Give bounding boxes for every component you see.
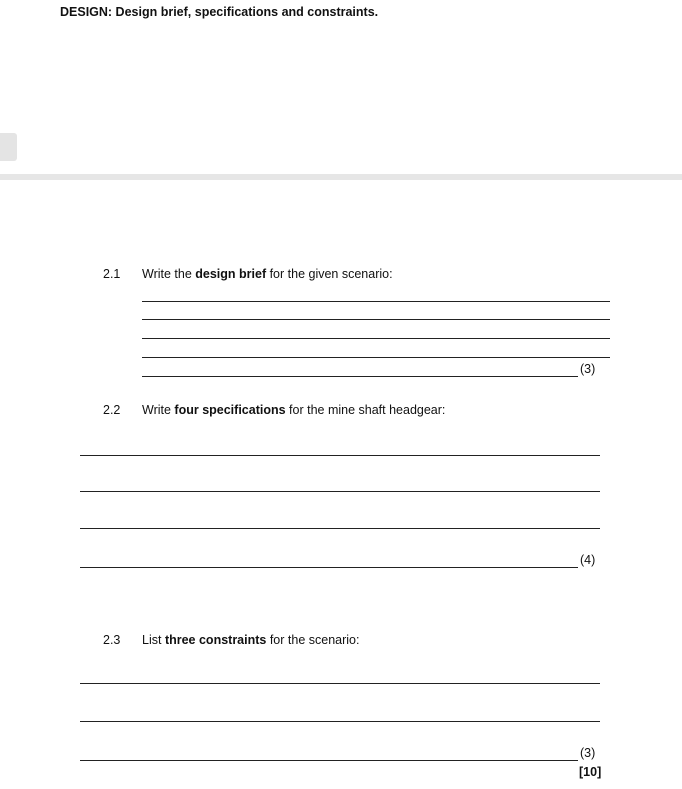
answer-line[interactable] — [80, 721, 600, 722]
total-marks: [10] — [579, 765, 602, 779]
question-text-prefix: Write the — [142, 267, 196, 281]
answer-line[interactable] — [142, 301, 610, 302]
side-tab-button[interactable] — [0, 133, 17, 161]
answer-line[interactable] — [80, 528, 600, 529]
marks-label: (3) — [580, 362, 596, 376]
answer-line[interactable] — [80, 455, 600, 456]
question-text-suffix: for the given scenario: — [266, 267, 393, 281]
question-text-bold: four specifications — [174, 403, 286, 417]
question-number: 2.1 — [103, 267, 121, 281]
answer-line[interactable] — [142, 338, 610, 339]
question-text-prefix: Write — [142, 403, 175, 417]
question-text — [142, 633, 359, 647]
answer-line[interactable] — [142, 319, 610, 320]
question-text-prefix: List — [142, 633, 165, 647]
page-divider — [0, 174, 682, 180]
answer-line[interactable] — [142, 357, 610, 358]
answer-line[interactable] — [80, 567, 578, 568]
answer-line[interactable] — [142, 376, 578, 377]
question-text-bold: three constraints — [164, 633, 267, 647]
question-text-bold: design brief — [195, 267, 267, 281]
answer-line[interactable] — [80, 760, 578, 761]
question-number: 2.2 — [103, 403, 121, 417]
section-title: DESIGN: Design brief, specifications and constraints. — [60, 5, 379, 19]
question-text-suffix: for the scenario: — [266, 633, 360, 647]
question-text — [142, 267, 393, 281]
marks-label: (4) — [580, 553, 596, 567]
answer-line[interactable] — [80, 491, 600, 492]
marks-label: (3) — [580, 746, 596, 760]
answer-line[interactable] — [80, 683, 600, 684]
question-number: 2.3 — [103, 633, 121, 647]
question-text-suffix: for the mine shaft headgear: — [285, 403, 446, 417]
question-text — [142, 403, 445, 417]
